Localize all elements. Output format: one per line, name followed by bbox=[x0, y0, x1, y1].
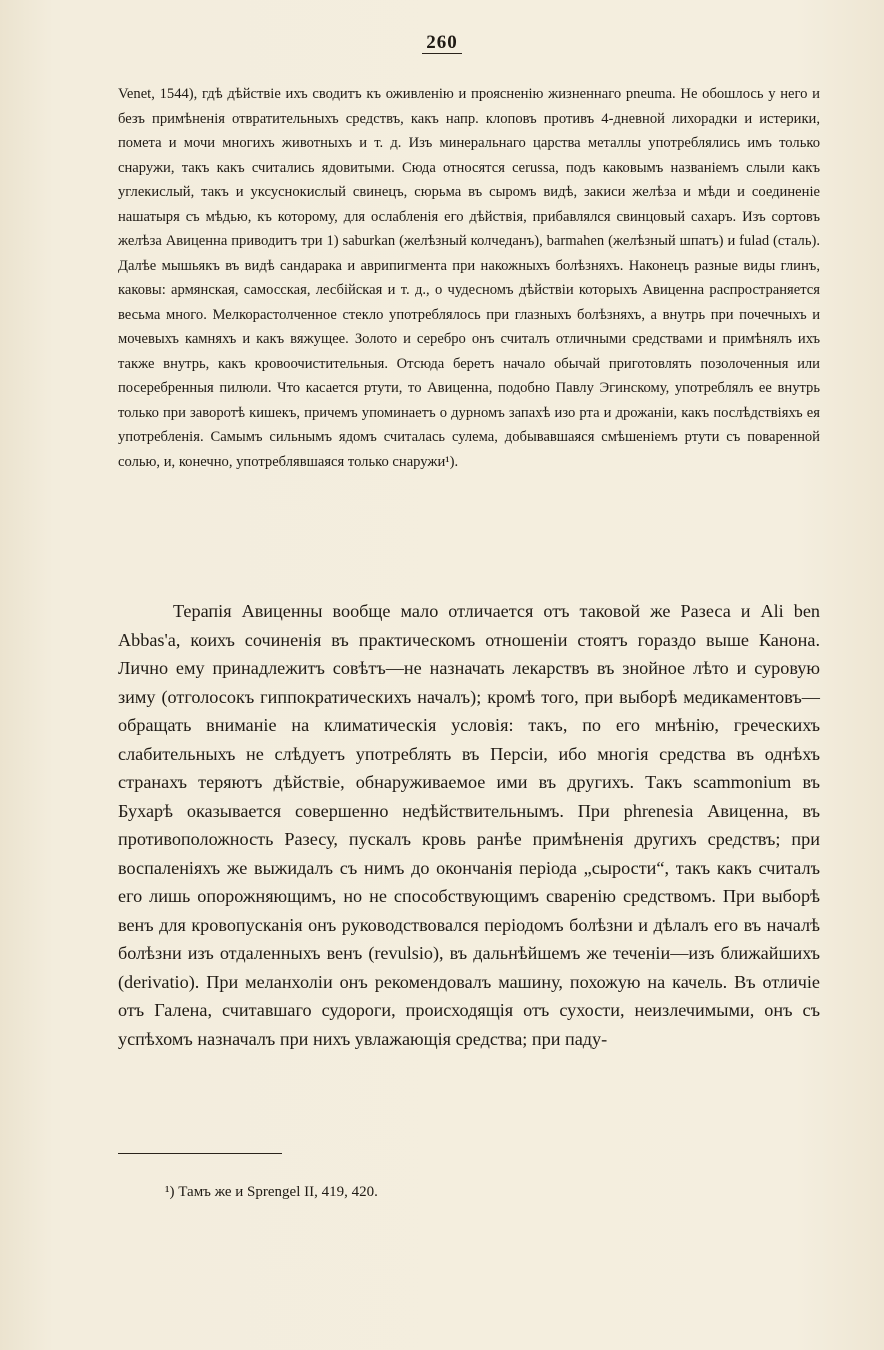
footnote: ¹) Тамъ же и Sprengel II, 419, 420. bbox=[165, 1184, 378, 1200]
page-number-text: 260 bbox=[422, 32, 462, 54]
small-print-paragraph: Venet, 1544), гдѣ дѣйствіе ихъ сводитъ къ оживленію и проясненію жизненнаго pneuma. Не обошлось у него и безъ примѣненія отвратительныхъ средствъ, какъ напр. клоповъ противъ 4-дневной лихорадки и истерики, помета и мочи многихъ животныхъ и т. д. Изъ минеральнаго царства металлы употреблялись имъ только снаружи, такъ какъ считались ядовитыми. Сюда относятся cerussa, подъ каковымъ названіемъ слыли какъ углекислый, такъ и уксуснокислый свинецъ, сюрьма въ сыромъ видѣ, закиси желѣза и мѣди и соединеніе нашатыря съ мѣдью, къ которому, для ослабленія его дѣйствія, прибавлялся свинцовый сахаръ. Изъ сортовъ желѣза Авиценна приводитъ три 1) saburkan (желѣзный колчеданъ), barmahen (желѣзный шпатъ) и fulad (сталь). Далѣе мышьякъ въ видѣ сандарака и аврипигмента при накожныхъ болѣзняхъ. Наконецъ разные виды глинъ, каковы: армянская, самосская, лесбійская и т. д., о чудесномъ дѣйствіи которыхъ Авиценна распространяется весьма много. Мелкорастолченное стекло употреблялось при глазныхъ болѣзняхъ, а внутрь при почечныхъ и мочевыхъ камняхъ и какъ вяжущее. Золото и серебро онъ считалъ отличными средствами и примѣнялъ ихъ также внутрь, какъ кровоочистительныя. Отсюда беретъ начало обычай приготовлять позолоченныя или посеребренныя пилюли. Что касается ртути, то Авиценна, подобно Павлу Эгинскому, употреблялъ ее внутрь только при заворотѣ кишекъ, причемъ упоминаетъ о дурномъ запахѣ изо рта и дрожаніи, какъ послѣдствіяхъ ея употребленія. Самымъ сильнымъ ядомъ считалась сулема, добывавшаяся смѣшеніемъ ртути съ поваренной солью, и, конечно, употреблявшаяся только снаружи¹). bbox=[118, 86, 820, 470]
small-print-section bbox=[118, 82, 820, 474]
therapy-paragraph: Терапія Авиценны вообще мало отличается отъ таковой же Разеса и Ali ben Abbas'а, коихъ сочиненія въ практическомъ отношеніи стоятъ гораздо выше Канона. Лично ему принадлежитъ совѣтъ—не назначать лекарствъ въ знойное лѣто и суровую зиму (отголосокъ гиппократическихъ началъ); кромѣ того, при выборѣ медикаментовъ—обращать вниманіе на климатическія условія: такъ, по его мнѣнію, греческихъ слабительныхъ не слѣдуетъ употреблять въ Персіи, ибо многія средства въ однѣхъ странахъ теряютъ дѣйствіе, обнаруживаемое ими въ другихъ. Такъ scammonium въ Бухарѣ оказывается совершенно недѣйствительнымъ. При phrenesia Авиценна, въ противоположность Разесу, пускалъ кровь ранѣе примѣненія другихъ средствъ; при воспаленіяхъ же выжидалъ съ нимъ до окончанія періода „сырости“, такъ какъ считалъ его лишь опорожняющимъ, но не способствующимъ сваренію средствомъ. При выборѣ венъ для кровопусканія онъ руководствовался періодомъ болѣзни и дѣлалъ его въ началѣ болѣзни изъ отдаленныхъ венъ (revulsio), въ дальнѣйшемъ же теченіи—изъ ближайшихъ (derivatio). При меланхоліи онъ рекомендовалъ машину, похожую на качель. Въ отличіе отъ Галена, считавшаго судороги, происходящія отъ сухости, неизлечимыми, онъ съ успѣхомъ назначалъ при нихъ увлажающія средства; при паду- bbox=[118, 601, 820, 1049]
footnote-divider bbox=[118, 1153, 282, 1154]
page-number bbox=[0, 32, 884, 54]
main-text-section bbox=[118, 597, 820, 1053]
